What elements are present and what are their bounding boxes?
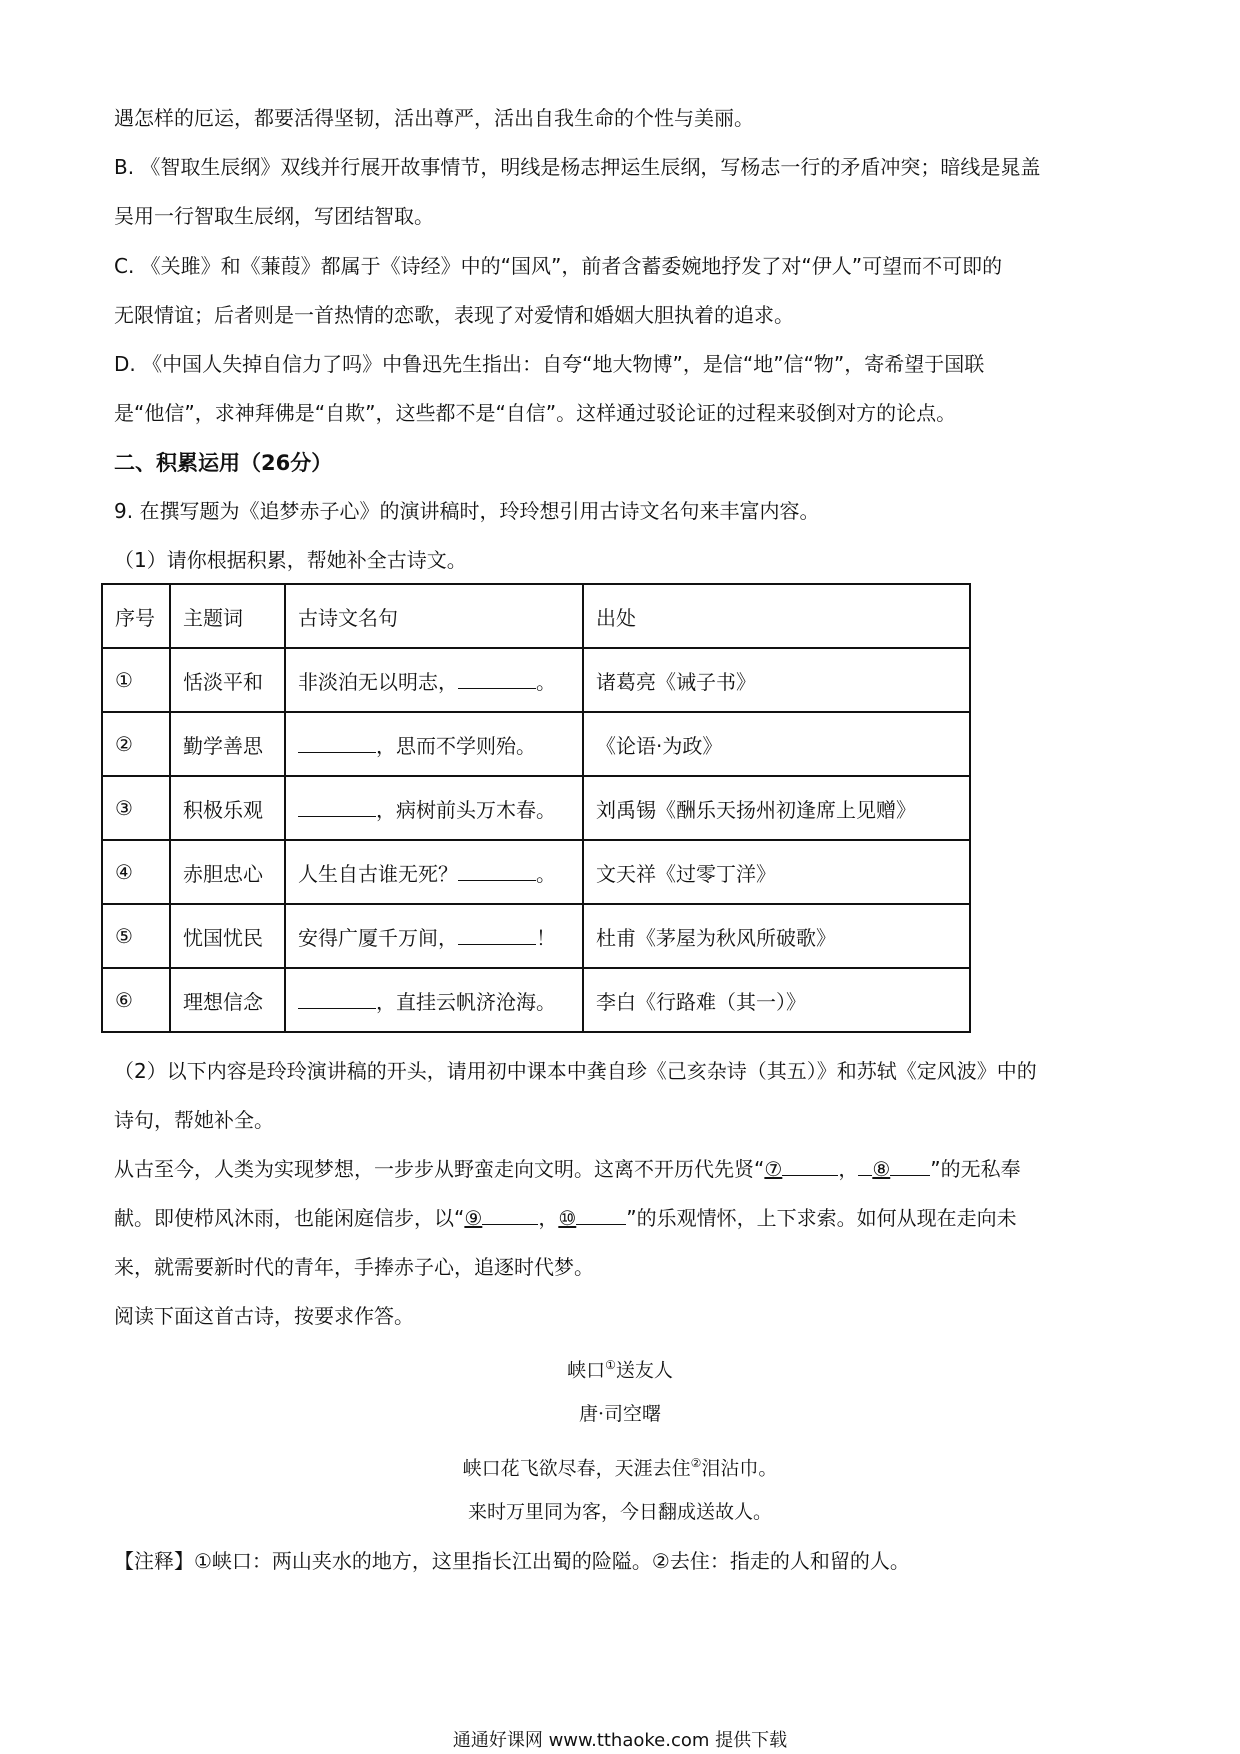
quote-text: 。 (536, 669, 556, 694)
answer-blank[interactable] (298, 796, 376, 817)
option-b-line1: B. 《智取生辰纲》双线并行展开故事情节，明线是杨志押运生辰纲，写杨志一行的矛盾冲突；暗线是晁盖 (114, 155, 1041, 179)
poem-title (0, 1350, 1240, 1385)
option-b-line2: 吴用一行智取生辰纲，写团结智取。 (114, 204, 434, 228)
blank-marker-8: ⑧ (872, 1157, 891, 1181)
row-source: 《论语·为政》 (583, 712, 970, 776)
row-quote (285, 776, 583, 840)
poem-title-text: 峡口 (567, 1359, 606, 1382)
header-cell: 古诗文名句 (285, 584, 583, 648)
poem-fill-table (101, 583, 971, 1033)
row-theme: 忧国忧民 (170, 904, 285, 968)
blank-marker-7: ⑦ (764, 1157, 783, 1181)
option-d-line2: 是“他信”，求神拜佛是“自欺”，这些都不是“自信”。这样通过驳论证的过程来驳倒对方的论点。 (114, 401, 957, 425)
table-row (102, 712, 970, 776)
blank-marker-9: ⑨ (464, 1206, 483, 1230)
answer-blank[interactable] (458, 860, 536, 881)
quote-text: ，病树前头万木春。 (376, 797, 556, 822)
row-theme: 勤学善思 (170, 712, 285, 776)
quote-text: ，直挂云帆济沧海。 (376, 989, 556, 1014)
question-9-sub2-line1: （2）以下内容是玲玲演讲稿的开头，请用初中课本中龚自珍《己亥杂诗（其五）》和苏轼《定风波》中的 (114, 1059, 1037, 1083)
page-footer: 通通好课网 www.tthaoke.com 提供下载 (452, 1730, 788, 1751)
answer-blank[interactable] (298, 732, 376, 753)
quote-text: 非淡泊无以明志， (298, 669, 458, 694)
answer-blank[interactable] (458, 668, 536, 689)
question-9-sub2-line2: 诗句，帮她补全。 (114, 1108, 274, 1132)
option-d-line1: D. 《中国人失掉自信力了吗》中鲁迅先生指出：自夸“地大物博”，是信“地”信“物”，寄希望于国联 (114, 352, 985, 376)
row-number: ③ (102, 776, 170, 840)
poem-line-1 (0, 1448, 1240, 1483)
table-row (102, 840, 970, 904)
footnote-mark: ① (605, 1358, 616, 1372)
quote-text: ！ (536, 925, 556, 950)
reading-instruction: 阅读下面这首古诗，按要求作答。 (114, 1304, 414, 1328)
quote-text: 。 (536, 861, 556, 886)
paragraph-text: ”的无私奉 (930, 1157, 1021, 1181)
header-cell: 序号 (102, 584, 170, 648)
poem-text: 泪沾巾。 (701, 1457, 778, 1480)
option-a-tail: 遇怎样的厄运，都要活得坚韧，活出尊严，活出自我生命的个性与美丽。 (114, 106, 754, 130)
row-source: 刘禹锡《酬乐天扬州初逢席上见赠》 (583, 776, 970, 840)
quote-text: 安得广厦千万间， (298, 925, 458, 950)
row-quote (285, 968, 583, 1032)
poem-text: 峡口花飞欲尽春，天涯去住 (462, 1457, 691, 1480)
row-theme: 理想信念 (170, 968, 285, 1032)
row-source: 诸葛亮《诫子书》 (583, 648, 970, 712)
row-quote (285, 904, 583, 968)
row-source: 李白《行路难（其一）》 (583, 968, 970, 1032)
poem-title-text: 送友人 (615, 1359, 673, 1382)
speech-paragraph-line1 (114, 1154, 1134, 1184)
poem-annotation: 【注释】①峡口：两山夹水的地方，这里指长江出蜀的险隘。②去住：指走的人和留的人。 (114, 1549, 910, 1573)
quote-text: 人生自古谁无死？ (298, 861, 458, 886)
row-number: ⑥ (102, 968, 170, 1032)
paragraph-text: ， (838, 1157, 859, 1181)
answer-blank[interactable] (782, 1155, 838, 1176)
table-row (102, 648, 970, 712)
question-9-intro: 9. 在撰写题为《追梦赤子心》的演讲稿时，玲玲想引用古诗文名句来丰富内容。 (114, 499, 820, 523)
answer-blank[interactable] (458, 924, 536, 945)
row-source: 文天祥《过零丁洋》 (583, 840, 970, 904)
question-9-sub1: （1）请你根据积累，帮她补全古诗文。 (114, 548, 467, 572)
option-c-line2: 无限情谊；后者则是一首热情的恋歌，表现了对爱情和婚姻大胆执着的追求。 (114, 303, 794, 327)
row-theme: 赤胆忠心 (170, 840, 285, 904)
paragraph-text: 从古至今，人类为实现梦想，一步步从野蛮走向文明。这离不开历代先贤“ (114, 1157, 765, 1181)
answer-blank[interactable] (890, 1155, 930, 1176)
paragraph-text: ”的乐观情怀，上下求索。如何从现在走向未 (626, 1206, 1017, 1230)
option-c-line1: C. 《关雎》和《蒹葭》都属于《诗经》中的“国风”，前者含蓄委婉地抒发了对“伊人”可望而不可即的 (114, 254, 1003, 278)
row-theme: 积极乐观 (170, 776, 285, 840)
poem-author: 唐·司空曙 (578, 1403, 662, 1425)
answer-blank[interactable] (482, 1204, 538, 1225)
footnote-mark: ② (690, 1456, 702, 1470)
row-quote (285, 712, 583, 776)
header-cell: 出处 (583, 584, 970, 648)
answer-blank[interactable] (858, 1155, 872, 1176)
table-row (102, 968, 970, 1032)
row-number: ① (102, 648, 170, 712)
row-number: ⑤ (102, 904, 170, 968)
row-quote (285, 648, 583, 712)
row-source: 杜甫《茅屋为秋风所破歌》 (583, 904, 970, 968)
speech-paragraph-line3: 来，就需要新时代的青年，手捧赤子心，追逐时代梦。 (114, 1255, 594, 1279)
quote-text: ，思而不学则殆。 (376, 733, 536, 758)
row-theme: 恬淡平和 (170, 648, 285, 712)
table-header-row (102, 584, 970, 648)
header-cell: 主题词 (170, 584, 285, 648)
poem-line-2: 来时万里同为客，今日翻成送故人。 (467, 1501, 772, 1523)
speech-paragraph-line2 (114, 1203, 1134, 1233)
paragraph-text: 献。即使栉风沐雨，也能闲庭信步，以“ (114, 1206, 465, 1230)
row-quote (285, 840, 583, 904)
table-row (102, 904, 970, 968)
row-number: ④ (102, 840, 170, 904)
section-heading: 二、积累运用（26分） (114, 451, 333, 475)
answer-blank[interactable] (298, 988, 376, 1009)
answer-blank[interactable] (576, 1204, 626, 1225)
row-number: ② (102, 712, 170, 776)
table-row (102, 776, 970, 840)
paragraph-text: ， (538, 1206, 559, 1230)
blank-marker-10: ⑩ (558, 1206, 577, 1230)
